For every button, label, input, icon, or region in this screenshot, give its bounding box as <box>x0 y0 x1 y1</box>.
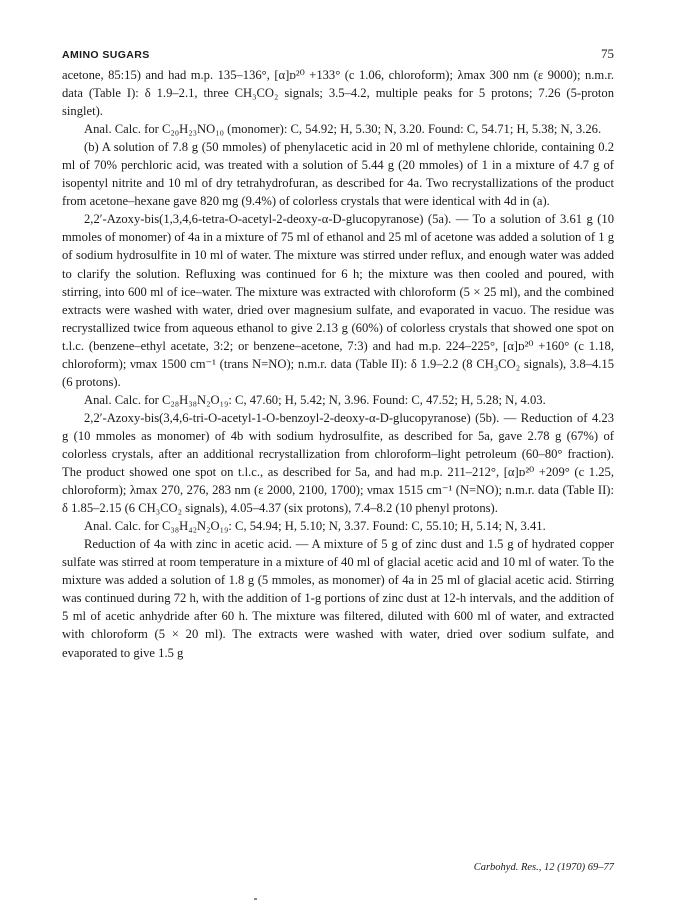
running-head <box>62 46 614 62</box>
paragraph-compound-5a: 2,2′-Azoxy-bis(1,3,4,6-tetra-O-acetyl-2-deoxy-α-D-glucopyranose) (5a). — To a solution of 3.61 g (10 mmoles of monomer) of 4a in a mixture of 75 ml of ethanol and 25 ml of acetone was added a solution of 1 g of sodium hydrosulfite in 10 ml of water. The mixture was stirred under reflux, and enough water was added to clarify the solution. Refluxing was continued for 6 h; the mixture was then cooled and poured, with stirring, into 600 ml of ice–water. The mixture was extracted with chloroform (5 × 25 ml), and the combined extracts were washed with water, dried over magnesium sulfate, and evaporated in vacuo. The residue was recrystallized twice from aqueous ethanol to give 2.13 g (60%) of colorless crystals that showed one spot on t.l.c. (benzene–ethyl acetate, 3:2; or benzene–acetone, 7:3) and had m.p. 224–225°, [α]ᴅ²⁰ +160° (c 1.18, chloroform); νmax 1500 cm⁻¹ (trans N=NO); n.m.r. data (Table II): δ 1.9–2.2 (8 CH₃CO₂ signals), 3.8–4.15 (6 protons). <box>62 212 614 389</box>
stray-mark <box>254 898 257 900</box>
paragraph-compound-5b: 2,2′-Azoxy-bis(3,4,6-tri-O-acetyl-1-O-benzoyl-2-deoxy-α-D-glucopyranose) (5b). — Reduction of 4.23 g (10 mmoles as monomer) of 4b with sodium hydrosulfite, as described for 5a, gave 2.78 g (67%) of colorless crystals, after an additional recrystallization from chloroform–light petroleum (60–80° fraction). The product showed one spot on t.l.c., as described for 5a, and had m.p. 211–212°, [α]ᴅ²⁰ +209° (c 1.25, chloroform); λmax 270, 276, 283 nm (ε 2000, 2100, 1700); νmax 1515 cm⁻¹ (N=NO); n.m.r. data (Table II): δ 1.85–2.15 (6 CH₃CO₂ signals), 4.05–4.37 (six protons), 7.4–8.2 (10 phenyl protons). <box>62 410 614 516</box>
paragraph-procedure-b: (b) A solution of 7.8 g (50 mmoles) of phenylacetic acid in 20 ml of methylene chloride, containing 0.2 ml of 70% perchloric acid, was treated with a solution of 5.44 g (20 mmoles) of 1 in a mixture of 4.7 g of isopentyl nitrite and 10 ml of dry tetrahydrofuran, as described for 4a. Two recrystallizations of the product from acetone–hexane gave 820 mg (9.4%) of colorless crystals that were identical with 4d in (a). <box>62 140 614 209</box>
paragraph-zinc-reduction: Reduction of 4a with zinc in acetic acid. — A mixture of 5 g of zinc dust and 1.5 g of hydrated copper sulfate was stirred at room temperature in a mixture of 40 ml of glacial acetic acid and 10 ml of water. To the mixture was added a solution of 1.8 g (5 mmoles, as monomer) of 4a in 25 ml of glacial acetic acid. Stirring was continued during 72 h, with the addition of 1-g portions of zinc dust at 12-h intervals, and the addition of 5 ml of acetic anhydride after 60 h. The mixture was filtered, diluted with 600 ml of water, and extracted with chloroform (5 × 20 ml). The extracts were washed with water, dried over sodium sulfate, and evaporated to give 1.5 g <box>62 537 614 660</box>
body-text <box>62 66 614 662</box>
paragraph-continuation: acetone, 85:15) and had m.p. 135–136°, [α]ᴅ²⁰ +133° (c 1.06, chloroform); λmax 300 nm (ε 9000); n.m.r. data (Table I): δ 1.9–2.1, three CH₃CO₂ signals; 3.5–4.2, multiple peaks for 5 protons; 7.26 (5-proton singlet). <box>62 68 614 119</box>
paragraph-analysis: Anal. Calc. for C₂₈H₃₈N₂O₁₉: C, 47.60; H, 5.42; N, 3.96. Found: C, 47.52; H, 5.28; N, 4.03. <box>84 392 546 407</box>
paragraph-analysis: Anal. Calc. for C₂₀H₂₃NO₁₀ (monomer): C, 54.92; H, 5.30; N, 3.20. Found: C, 54.71; H, 5.38; N, 3.26. <box>84 122 602 137</box>
running-title: AMINO SUGARS <box>62 49 150 61</box>
page-number: 75 <box>601 46 614 61</box>
journal-citation: Carbohyd. Res., 12 (1970) 69–77 <box>473 862 614 873</box>
paragraph-analysis: Anal. Calc. for C₃₈H₄₂N₂O₁₉: C, 54.94; H, 5.10; N, 3.37. Found: C, 55.10; H, 5.14; N, 3.41. <box>84 519 546 534</box>
